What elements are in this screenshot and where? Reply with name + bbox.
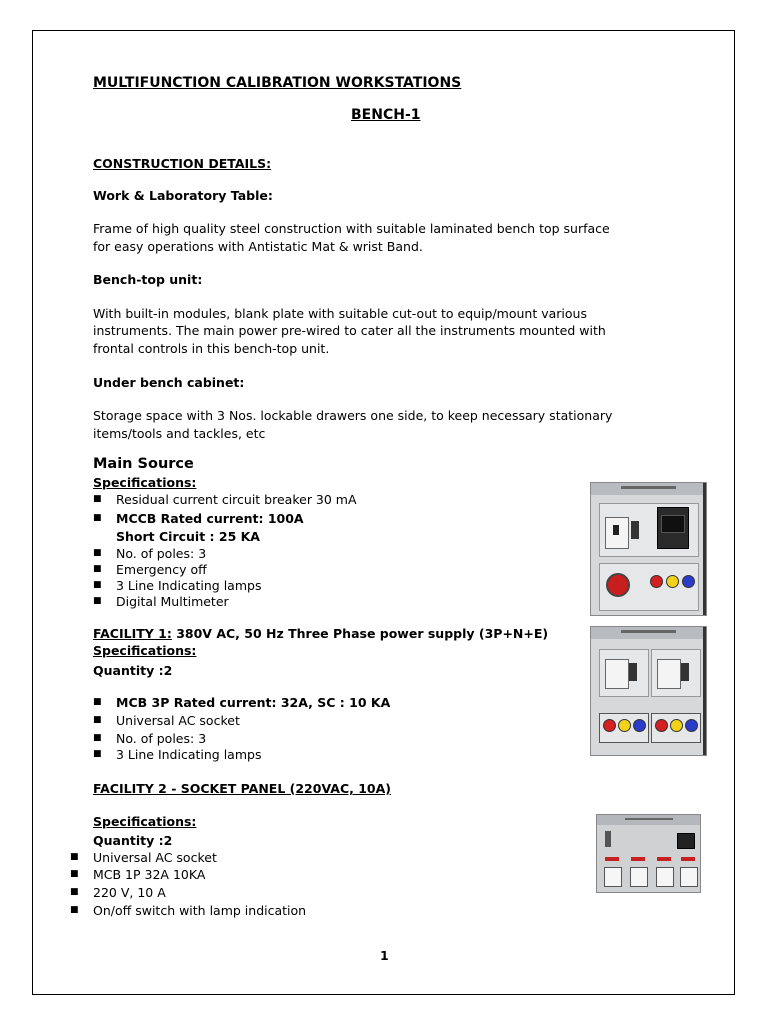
- cabinet-line: Storage space with 3 Nos. lockable drawers one side, to keep necessary stationary: [93, 408, 613, 423]
- blue-lamp: [633, 719, 646, 732]
- bench-top-line: frontal controls in this bench-top unit.: [93, 341, 330, 356]
- facility2-item: On/off switch with lamp indication: [93, 903, 307, 918]
- cabinet-heading: Under bench cabinet:: [93, 375, 245, 390]
- bullet: ■: [93, 494, 102, 504]
- bullet: ■: [93, 697, 102, 707]
- facility1-desc: 380V AC, 50 Hz Three Phase power supply (3P+N+E): [171, 626, 549, 641]
- main-source-item: Residual current circuit breaker 30 mA: [116, 492, 357, 507]
- bullet: ■: [70, 869, 79, 879]
- facility1-quantity: Quantity :2: [93, 663, 173, 678]
- facility1-item: Universal AC socket: [116, 713, 240, 728]
- bullet: ■: [70, 905, 79, 915]
- work-table-heading: Work & Laboratory Table:: [93, 188, 273, 203]
- red-lamp: [603, 719, 616, 732]
- facility1-item: No. of poles: 3: [116, 731, 207, 746]
- bullet: ■: [93, 564, 102, 574]
- yellow-lamp: [670, 719, 683, 732]
- facility2-heading: FACILITY 2 - SOCKET PANEL (220VAC, 10A): [93, 781, 392, 796]
- bullet: ■: [70, 887, 79, 897]
- cabinet-line: items/tools and tackles, etc: [93, 426, 266, 441]
- facility2-item: MCB 1P 32A 10KA: [93, 867, 206, 882]
- facility2-spec-label: Specifications:: [93, 814, 197, 829]
- main-source-item: No. of poles: 3: [116, 546, 207, 561]
- facility1-label: FACILITY 1:: [93, 626, 172, 641]
- facility1-item: MCB 3P Rated current: 32A, SC : 10 KA: [116, 695, 391, 710]
- blue-lamp: [685, 719, 698, 732]
- bench-top-line: With built-in modules, blank plate with suitable cut-out to equip/mount various: [93, 306, 587, 321]
- document-title: MULTIFUNCTION CALIBRATION WORKSTATIONS: [93, 75, 462, 91]
- page-number: 1: [380, 948, 389, 963]
- facility2-item: 220 V, 10 A: [93, 885, 166, 900]
- main-source-panel-image: [590, 482, 707, 616]
- facility2-quantity: Quantity :2: [93, 833, 173, 848]
- bullet: ■: [93, 548, 102, 558]
- blue-lamp: [682, 575, 695, 588]
- bullet: ■: [93, 596, 102, 606]
- yellow-lamp: [618, 719, 631, 732]
- facility1-item: 3 Line Indicating lamps: [116, 747, 262, 762]
- bullet: ■: [93, 513, 102, 523]
- red-lamp: [650, 575, 663, 588]
- bullet: ■: [93, 749, 102, 759]
- work-table-line: for easy operations with Antistatic Mat & wrist Band.: [93, 239, 423, 254]
- main-source-item: Digital Multimeter: [116, 594, 229, 609]
- facility1-spec-label: Specifications:: [93, 643, 197, 658]
- bullet: ■: [93, 733, 102, 743]
- facility1-panel-image: [590, 626, 707, 756]
- facility1-heading: [93, 625, 548, 642]
- bench-top-heading: Bench-top unit:: [93, 272, 203, 287]
- bench-top-line: instruments. The main power pre-wired to cater all the instruments mounted with: [93, 323, 606, 338]
- facility2-item: Universal AC socket: [93, 850, 217, 865]
- main-source-item: Short Circuit : 25 KA: [116, 529, 260, 544]
- main-source-spec-label: Specifications:: [93, 475, 197, 490]
- bullet: ■: [70, 852, 79, 862]
- socket-panel-image: [596, 814, 701, 893]
- work-table-line: Frame of high quality steel construction with suitable laminated bench top surface: [93, 221, 610, 236]
- main-source-heading: Main Source: [93, 456, 194, 472]
- bullet: ■: [93, 580, 102, 590]
- red-lamp: [655, 719, 668, 732]
- main-source-item: MCCB Rated current: 100A: [116, 511, 304, 526]
- main-source-item: Emergency off: [116, 562, 207, 577]
- bullet: ■: [93, 715, 102, 725]
- construction-heading: CONSTRUCTION DETAILS:: [93, 156, 272, 171]
- yellow-lamp: [666, 575, 679, 588]
- document-subtitle: BENCH-1: [351, 107, 421, 123]
- main-source-item: 3 Line Indicating lamps: [116, 578, 262, 593]
